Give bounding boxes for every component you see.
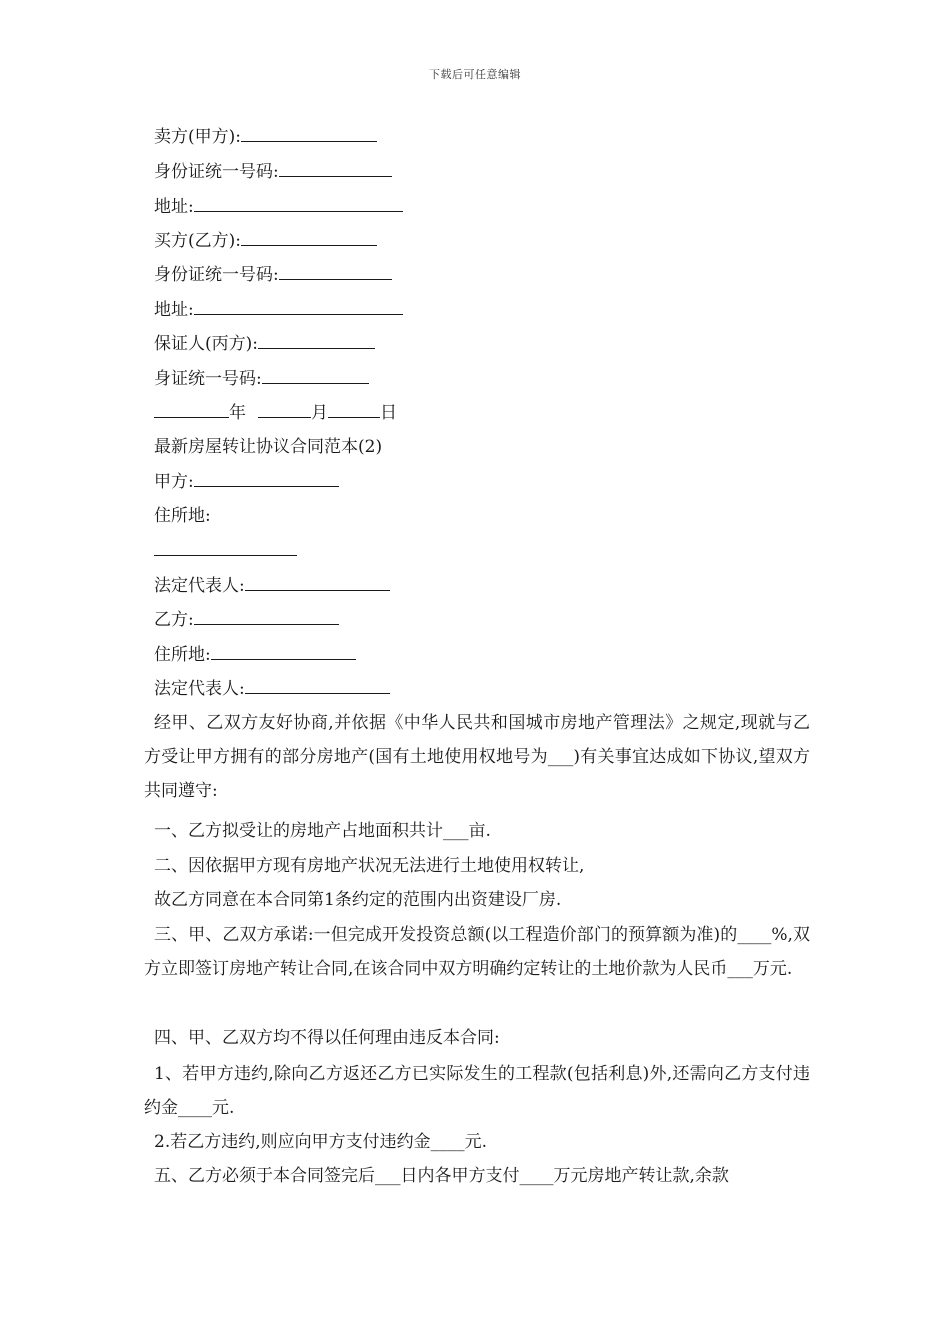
guarantor-id-blank — [262, 367, 369, 384]
seller-id-label: 身份证统一号码: — [154, 162, 279, 182]
buyer-blank — [241, 229, 377, 246]
legal-rep-a-field — [154, 574, 390, 597]
residence-b-label: 住所地: — [154, 645, 211, 665]
section-title: 最新房屋转让协议合同范本(2) — [154, 437, 383, 457]
seller-field — [154, 125, 377, 148]
seller-address-blank — [194, 195, 403, 212]
residence-b-blank — [211, 643, 356, 660]
clause-4: 四、甲、乙双方均不得以任何理由违反本合同: — [154, 1028, 500, 1048]
guarantor-field — [154, 332, 375, 355]
buyer-id-blank — [279, 263, 392, 280]
party-a-label: 甲方: — [154, 472, 194, 492]
legal-rep-a-label: 法定代表人: — [154, 576, 245, 596]
residence-a-blank — [154, 539, 297, 556]
residence-a-blank-line — [154, 539, 297, 562]
guarantor-label: 保证人(丙方): — [154, 334, 258, 354]
seller-label: 卖方(甲方): — [154, 127, 241, 147]
clause-1: 一、乙方拟受让的房地产占地面积共计___亩. — [154, 821, 491, 841]
party-a-field — [154, 470, 339, 493]
buyer-id-label: 身份证统一号码: — [154, 265, 279, 285]
buyer-id-field — [154, 263, 392, 286]
day-label: 日 — [380, 403, 397, 423]
seller-address-field — [154, 195, 403, 218]
seller-blank — [241, 125, 377, 142]
year-blank — [154, 401, 229, 418]
clause-3: 三、甲、乙双方承诺:一但完成开发投资总额(以工程造价部门的预算额为准)的____%,双方立即签订房地产转让合同,在该合同中双方明确约定转让的土地价款为人民币___万元. — [144, 925, 810, 980]
page-header: 下载后可任意编辑 — [429, 68, 521, 81]
seller-id-field — [154, 160, 392, 183]
intro-paragraph: 经甲、乙双方友好协商,并依据《中华人民共和国城市房地产管理法》之规定,现就与乙方受让甲方拥有的部分房地产(国有土地使用权地号为___)有关事宜达成如下协议,望双方共同遵守: — [144, 713, 810, 802]
guarantor-id-field — [154, 367, 369, 390]
clause-4-2: 2.若乙方违约,则应向甲方支付违约金____元. — [154, 1132, 488, 1152]
party-b-label: 乙方: — [154, 610, 194, 630]
residence-b-field — [154, 643, 356, 666]
clause-2b: 故乙方同意在本合同第1条约定的范围内出资建设厂房. — [154, 890, 562, 910]
buyer-address-blank — [194, 298, 403, 315]
guarantor-id-label: 身证统一号码: — [154, 369, 262, 389]
party-b-field — [154, 608, 339, 631]
party-a-blank — [194, 470, 339, 487]
buyer-label: 买方(乙方): — [154, 231, 241, 251]
date-line — [154, 401, 397, 424]
month-blank — [258, 401, 311, 418]
month-label: 月 — [311, 403, 328, 423]
legal-rep-b-label: 法定代表人: — [154, 679, 245, 699]
party-b-blank — [194, 608, 339, 625]
seller-id-blank — [279, 160, 392, 177]
legal-rep-b-blank — [245, 677, 390, 694]
guarantor-blank — [258, 332, 375, 349]
seller-address-label: 地址: — [154, 197, 194, 217]
year-label: 年 — [229, 403, 246, 423]
legal-rep-b-field — [154, 677, 390, 700]
buyer-address-field — [154, 298, 403, 321]
residence-a-field — [154, 505, 211, 527]
clause-5: 五、乙方必须于本合同签完后___日内各甲方支付____万元房地产转让款,余款 — [154, 1166, 729, 1186]
clause-2a: 二、因依据甲方现有房地产状况无法进行土地使用权转让, — [154, 856, 585, 876]
residence-a-label: 住所地: — [154, 506, 211, 526]
buyer-address-label: 地址: — [154, 300, 194, 320]
clause-4-1: 1、若甲方违约,除向乙方返还乙方已实际发生的工程款(包括利息)外,还需向乙方支付违约金____元. — [144, 1064, 810, 1119]
day-blank — [328, 401, 380, 418]
legal-rep-a-blank — [245, 574, 390, 591]
buyer-field — [154, 229, 377, 252]
